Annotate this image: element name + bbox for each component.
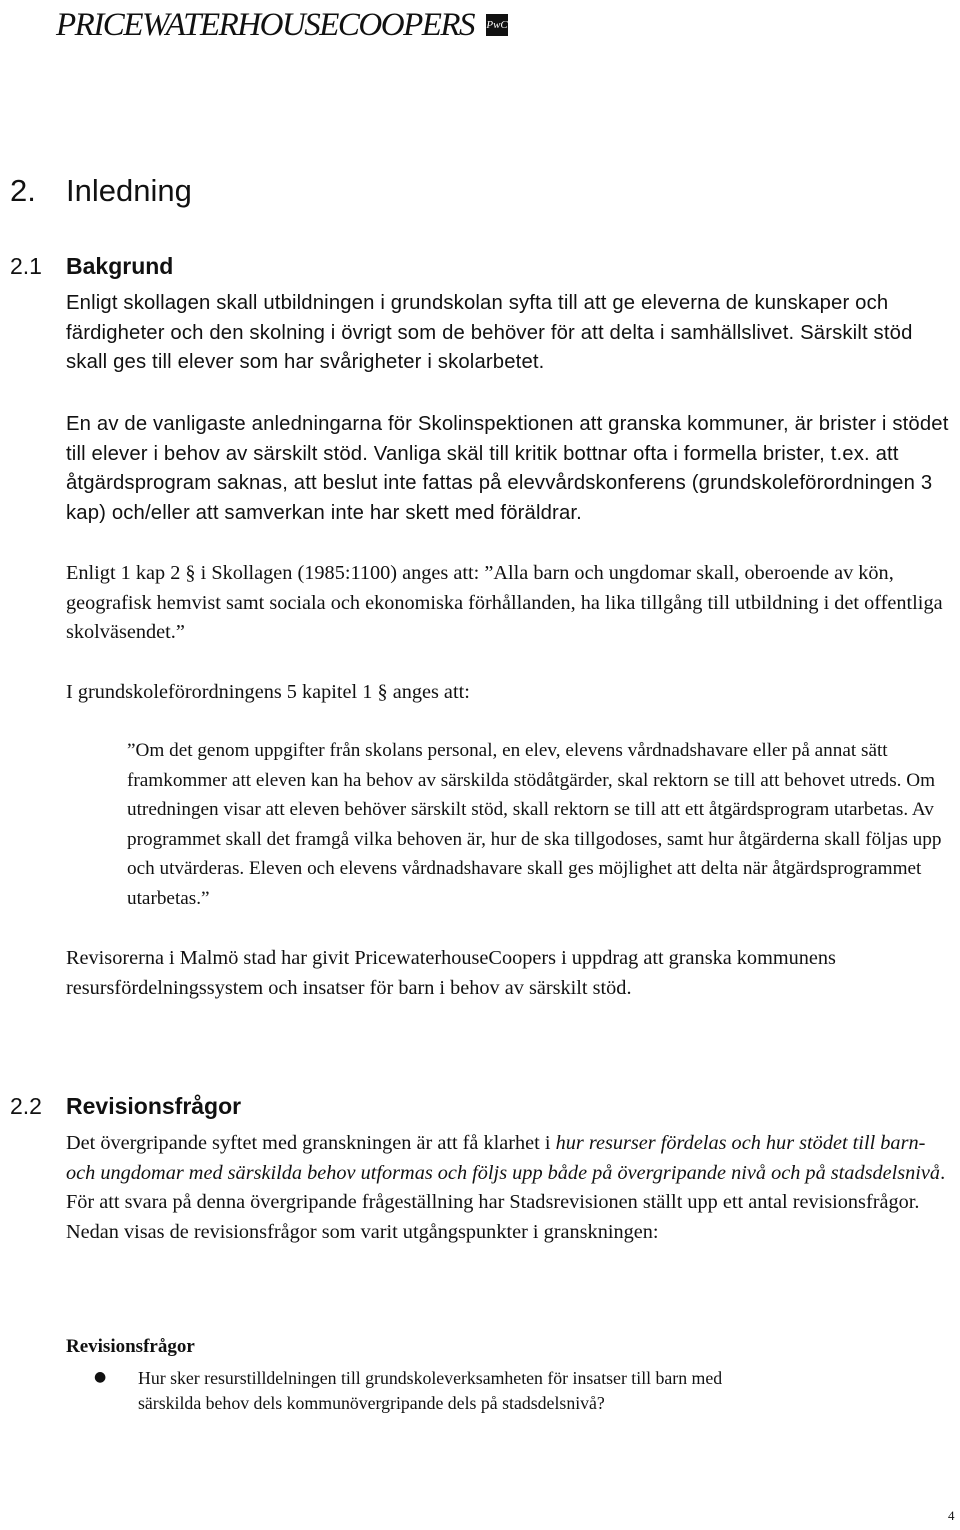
paragraph-syfte — [66, 1129, 958, 1247]
section-title: Bakgrund — [66, 253, 174, 279]
section-number: 2.1 — [10, 253, 42, 279]
syfte-text-end: . För att svara på denna övergripande frågeställning har Stadsrevisionen ställt upp ett antal revisionsfrågor. Nedan visas de revisionsfrågor som varit utgångspunkter i granskningen: — [66, 1161, 946, 1243]
questions-title: Revisionsfrågor — [66, 1336, 195, 1357]
chapter-number: 2. — [10, 173, 36, 208]
section-heading-revisionsfragor — [10, 1093, 241, 1120]
block-quote: ”Om det genom uppgifter från skolans personal, en elev, elevens vårdnadshavare eller på annat sätt framkommer att eleven kan ha behov av särskilda stödåtgärder, skal rektorn se till att behovet utreds. Om utredningen visar att eleven behöver särskilt stöd, skall rektorn se till att ett åtgärdsprogram utarbetas. Av programmet skall det framgå vilka behoven är, hur de ska tillgodoses, samt hur åtgärderna skall följas upp och utvärderas. Eleven och elevens vårdnadshavare skall ges möjlighet att delta när åtgärdsprogrammet utarbetas.” — [127, 740, 942, 909]
bullet-icon: ● — [94, 1369, 107, 1385]
syfte-text-start: Det övergripande syftet med granskningen är att få klarhet i — [66, 1132, 556, 1154]
paragraph-skollagen-quote: Enligt 1 kap 2 § i Skollagen (1985:1100) anges att: ”Alla barn och ungdomar skall, oberoende av kön, geografisk hemvist samt sociala och ekonomiska förhållanden, ha lika tillgång till utbildning i det offentliga skolväsendet.” — [66, 562, 943, 643]
question-text: Hur sker resurstilldelningen till grundskoleverksamheten för insatser till barn med särskilda behov dels kommunövergripande dels på stadsdelsnivå? — [138, 1368, 723, 1413]
chapter-heading — [10, 173, 192, 209]
section-heading-bakgrund — [10, 253, 173, 280]
paragraph-skollagen: Enligt skollagen skall utbildningen i grundskolan syfta till att ge eleverna de kunskaper och färdigheter och den skolning i övrigt som de behöver för att delta i samhällslivet. Särskilt stöd skall ges till elever som har svårigheter i skolarbetet. — [66, 292, 913, 373]
logo-wordmark: PRICEWATERHOUSECOOPERS — [56, 6, 475, 43]
chapter-title: Inledning — [66, 173, 192, 208]
paragraph-skolinspektionen: En av de vanligaste anledningarna för Skolinspektionen att granska kommuner, är brister i stödet till elever i behov av särskilt stöd. Vanliga skäl till kritik bottnar ofta i formella brister, t.ex. att åtgärdsprogram saknas, att beslut inte fattas på elevvårdskonferens (grundskoleförordningen 3 kap) och/eller att samverkan inte har skett med föräldrar. — [66, 413, 949, 524]
paragraph-grundskoleforordningen: I grundskoleförordningens 5 kapitel 1 § anges att: — [66, 681, 470, 703]
section-number: 2.2 — [10, 1093, 42, 1119]
syfte-text-italic: hur resurser fördelas och hur stödet till barn- och ungdomar med särskilda behov utformas och följs upp både på övergripande nivå och på stadsdelsnivå — [66, 1132, 941, 1184]
paragraph-revisorerna: Revisorerna i Malmö stad har givit PricewaterhouseCoopers i uppdrag att granska kommunens resursfördelningssystem och insatser för barn i behov av särskilt stöd. — [66, 947, 836, 999]
section-title: Revisionsfrågor — [66, 1093, 242, 1119]
page-number: 4 — [948, 1508, 955, 1523]
company-logo — [56, 4, 508, 46]
logo-emblem-icon: PwC — [486, 14, 508, 36]
